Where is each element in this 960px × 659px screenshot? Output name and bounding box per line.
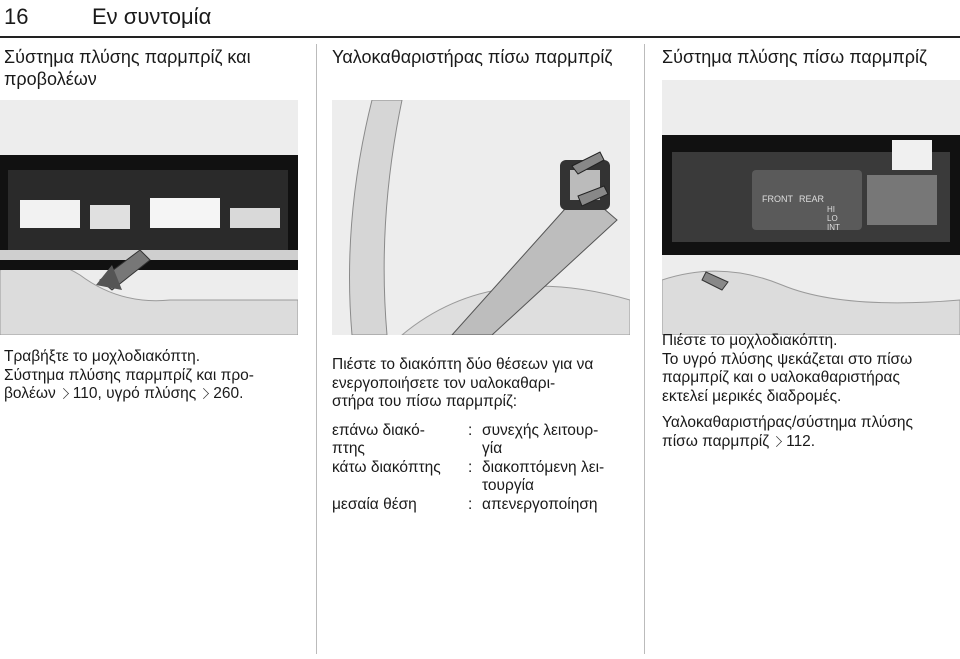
spray-line2: παρμπρίζ και ο υαλοκαθαριστήρας (662, 369, 900, 386)
column3-title: Σύστημα πλύσης πίσω παρμπρίζ (662, 47, 927, 67)
header-rule (0, 36, 960, 38)
rear-ref-line1: Υαλοκαθαριστήρας/σύστημα πλύσης (662, 414, 914, 431)
position-value: διακοπτόμενη λει- τουργία (482, 458, 605, 494)
washer-ref-line2 (4, 385, 304, 404)
page-reference-arrow-icon (771, 436, 782, 447)
page-reference-link[interactable]: 260. (213, 385, 244, 402)
hi-label: HI (827, 205, 835, 214)
column3-text (662, 332, 960, 451)
position-label: κάτω διακόπτης (332, 458, 441, 476)
rear-wiper-figure (332, 100, 630, 335)
press-lever-text: Πιέστε το μοχλοδιακόπτη. (662, 332, 838, 349)
spray-line3: εκτελεί μερικές διαδρομές. (662, 387, 842, 405)
switch-positions-table (332, 422, 604, 515)
table-row (332, 459, 604, 496)
pull-lever-text: Τραβήξτε το μοχλοδιακόπτη. (4, 348, 201, 365)
washer-lever-illustration (0, 100, 298, 335)
intro-line3: στήρα του πίσω παρμπρίζ: (332, 393, 518, 410)
separator: : (468, 458, 473, 476)
column1-text (4, 348, 304, 404)
column-divider (644, 44, 645, 654)
page-number: 16 (4, 4, 29, 29)
washer-fluid-text: , υγρό πλύσης (97, 385, 197, 402)
rear-ref-line2 (662, 433, 960, 452)
column1-title: Σύστημα πλύσης παρμπρίζ και προβολέων (4, 47, 251, 89)
rear-ref-text: πίσω παρμπρίζ (662, 432, 770, 450)
rear-label: REAR (799, 194, 825, 204)
page-reference-arrow-icon (198, 388, 209, 399)
washer-lever-figure (0, 100, 298, 335)
section-title: Εν συντομία (92, 4, 212, 29)
intro-line2: ενεργοποιήσετε τον υαλοκαθαρι- (332, 374, 556, 392)
washer-ref-line1: Σύστημα πλύσης παρμπρίζ και προ- (4, 366, 254, 384)
rear-washer-illustration (662, 80, 960, 335)
position-label: επάνω διακό- πτης (332, 421, 425, 457)
position-label: μεσαία θέση (332, 495, 417, 513)
separator: : (468, 421, 473, 439)
page-reference-link[interactable]: 112. (786, 432, 816, 450)
table-row (332, 422, 604, 459)
intro-line1: Πιέστε το διακόπτη δύο θέσεων για να (332, 356, 594, 373)
int-label: INT (827, 223, 840, 232)
column2-title: Υαλοκαθαριστήρας πίσω παρμπρίζ (332, 47, 613, 67)
spray-line1: Το υγρό πλύσης ψεκάζεται στο πίσω (662, 350, 913, 368)
column-divider (316, 44, 317, 654)
column2-text (332, 356, 632, 514)
table-row (332, 496, 604, 515)
lo-label: LO (827, 214, 838, 223)
separator: : (468, 495, 473, 513)
position-value: συνεχής λειτουρ- γία (482, 421, 599, 457)
position-value: απενεργοποίηση (482, 495, 598, 513)
page-reference-link[interactable]: 110 (72, 385, 98, 402)
front-label: FRONT (762, 194, 793, 204)
washer-ref-text: βολέων (4, 385, 56, 402)
rear-washer-figure (662, 80, 960, 335)
rear-wiper-illustration (332, 100, 630, 335)
page-reference-arrow-icon (58, 388, 69, 399)
